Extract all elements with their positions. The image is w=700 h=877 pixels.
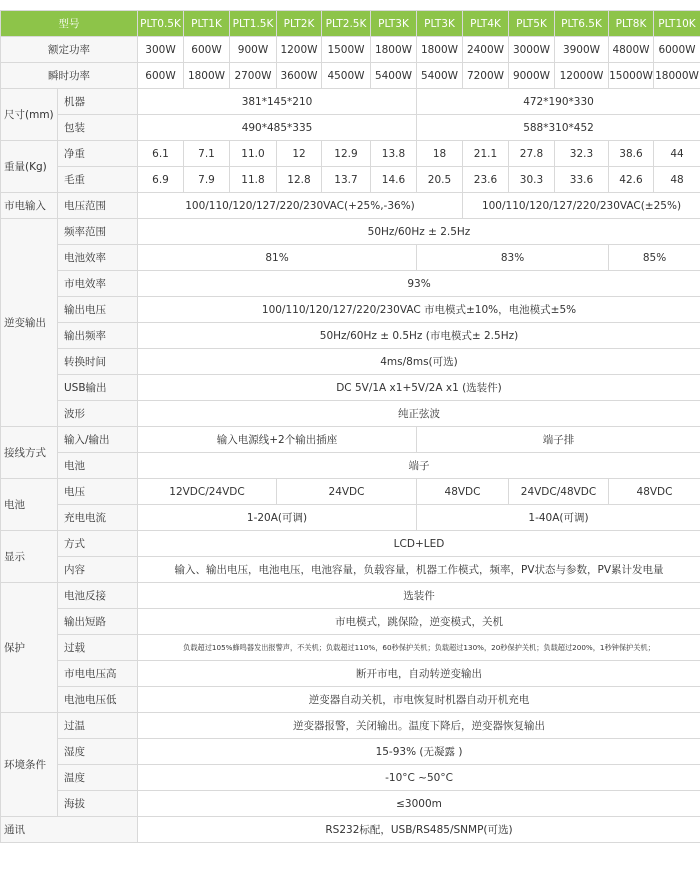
short-row xyxy=(1,609,700,635)
display-group-label: 显示 xyxy=(1,531,58,583)
value-cell: 逆变器报警，关闭输出。温度下降后，逆变器恢复输出 xyxy=(138,713,700,739)
value-cell: 5400W xyxy=(371,63,417,89)
value-cell: 44 xyxy=(654,141,700,167)
header-label: 型号 xyxy=(1,11,138,37)
value-cell: 48VDC xyxy=(417,479,509,505)
value-cell: 1500W xyxy=(322,37,371,63)
overtemp-row xyxy=(1,713,700,739)
model-cell: PLT3K xyxy=(371,11,417,37)
value-cell: 83% xyxy=(417,245,609,271)
model-cell: PLT4K xyxy=(463,11,509,37)
value-cell: 12000W xyxy=(555,63,609,89)
value-cell: 4ms/8ms(可选) xyxy=(138,349,700,375)
value-cell: 3600W xyxy=(277,63,322,89)
model-cell: PLT2K xyxy=(277,11,322,37)
value-cell: 50Hz/60Hz ± 0.5Hz (市电模式± 2.5Hz) xyxy=(138,323,700,349)
value-cell: 1-40A(可调) xyxy=(417,505,700,531)
overload-row xyxy=(1,635,700,661)
value-cell: 6.1 xyxy=(138,141,184,167)
wiring-group-label: 接线方式 xyxy=(1,427,58,479)
comm-row xyxy=(1,817,700,843)
value-cell: 33.6 xyxy=(555,167,609,193)
value-cell: 输入、输出电压，电池电压，电池容量，负载容量，机器工作模式，频率，PV状态与参数，PV累计发电量 xyxy=(138,557,700,583)
environment-group-label: 环境条件 xyxy=(1,713,58,817)
value-cell: 600W xyxy=(184,37,230,63)
value-cell: RS232标配，USB/RS485/SNMP(可选) xyxy=(138,817,700,843)
output-voltage-row xyxy=(1,297,700,323)
value-cell: 1800W xyxy=(417,37,463,63)
value-cell: 逆变器自动关机，市电恢复时机器自动开机充电 xyxy=(138,687,700,713)
output-frequency-label: 输出频率 xyxy=(58,323,138,349)
mains-high-label: 市电电压高 xyxy=(58,661,138,687)
size-machine-row xyxy=(1,89,700,115)
value-cell: 100/110/120/127/220/230VAC 市电模式±10%，电池模式±5% xyxy=(138,297,700,323)
value-cell: 3000W xyxy=(509,37,555,63)
value-cell: 50Hz/60Hz ± 2.5Hz xyxy=(138,219,700,245)
value-cell: 100/110/120/127/220/230VAC(+25%,-36%) xyxy=(138,193,463,219)
value-cell: 490*485*335 xyxy=(138,115,417,141)
value-cell: 4800W xyxy=(609,37,654,63)
value-cell: 381*145*210 xyxy=(138,89,417,115)
value-cell: 1-20A(可调) xyxy=(138,505,417,531)
value-cell: 1200W xyxy=(277,37,322,63)
value-cell: DC 5V/1A x1+5V/2A x1 (选装件) xyxy=(138,375,700,401)
value-cell: 1800W xyxy=(184,63,230,89)
value-cell: 38.6 xyxy=(609,141,654,167)
value-cell: 11.0 xyxy=(230,141,277,167)
rated-power-row xyxy=(1,37,700,63)
value-cell: ≤3000m xyxy=(138,791,700,817)
size-machine-label: 机器 xyxy=(58,89,138,115)
value-cell: 81% xyxy=(138,245,417,271)
battery-low-row xyxy=(1,687,700,713)
value-cell: -10°C ~50°C xyxy=(138,765,700,791)
transfer-time-label: 转换时间 xyxy=(58,349,138,375)
protection-group-label: 保护 xyxy=(1,583,58,713)
value-cell: 5400W xyxy=(417,63,463,89)
overload-label: 过载 xyxy=(58,635,138,661)
value-cell: 100/110/120/127/220/230VAC(±25%) xyxy=(463,193,700,219)
model-cell: PLT0.5K xyxy=(138,11,184,37)
wiring-io-row xyxy=(1,427,700,453)
model-cell: PLT5K xyxy=(509,11,555,37)
value-cell: 11.8 xyxy=(230,167,277,193)
altitude-row xyxy=(1,791,700,817)
rated-power-label: 额定功率 xyxy=(1,37,138,63)
value-cell: 85% xyxy=(609,245,700,271)
value-cell: 13.7 xyxy=(322,167,371,193)
display-content-label: 内容 xyxy=(58,557,138,583)
frequency-range-row xyxy=(1,219,700,245)
display-mode-row xyxy=(1,531,700,557)
value-cell: 12VDC/24VDC xyxy=(138,479,277,505)
mains-efficiency-row xyxy=(1,271,700,297)
weight-gross-row xyxy=(1,167,700,193)
comm-label: 通讯 xyxy=(1,817,138,843)
wiring-battery-row xyxy=(1,453,700,479)
value-cell: 端子排 xyxy=(417,427,700,453)
charge-current-label: 充电电流 xyxy=(58,505,138,531)
value-cell: 9000W xyxy=(509,63,555,89)
value-cell: 48 xyxy=(654,167,700,193)
value-cell: LCD+LED xyxy=(138,531,700,557)
weight-gross-label: 毛重 xyxy=(58,167,138,193)
transfer-time-row xyxy=(1,349,700,375)
overtemp-label: 过温 xyxy=(58,713,138,739)
model-cell: PLT10K xyxy=(654,11,700,37)
battery-efficiency-label: 电池效率 xyxy=(58,245,138,271)
mains-input-group-label: 市电输入 xyxy=(1,193,58,219)
value-cell: 18000W xyxy=(654,63,700,89)
display-mode-label: 方式 xyxy=(58,531,138,557)
model-cell: PLT1.5K xyxy=(230,11,277,37)
value-cell: 32.3 xyxy=(555,141,609,167)
humidity-row xyxy=(1,739,700,765)
value-cell: 6.9 xyxy=(138,167,184,193)
value-cell: 20.5 xyxy=(417,167,463,193)
mains-efficiency-label: 市电效率 xyxy=(58,271,138,297)
wiring-battery-label: 电池 xyxy=(58,453,138,479)
value-cell: 2700W xyxy=(230,63,277,89)
model-cell: PLT8K xyxy=(609,11,654,37)
header-row xyxy=(1,11,700,37)
short-label: 输出短路 xyxy=(58,609,138,635)
value-cell: 24VDC/48VDC xyxy=(509,479,609,505)
temperature-row xyxy=(1,765,700,791)
value-cell: 3900W xyxy=(555,37,609,63)
size-package-row xyxy=(1,115,700,141)
waveform-label: 波形 xyxy=(58,401,138,427)
value-cell: 27.8 xyxy=(509,141,555,167)
value-cell: 588*310*452 xyxy=(417,115,700,141)
altitude-label: 海拔 xyxy=(58,791,138,817)
mains-high-row xyxy=(1,661,700,687)
value-cell: 负载超过105%蜂鸣器发出报警声，不关机；负载超过110%，60秒保护关机；负载超过130%，20秒保护关机；负载超过200%，1秒钟保护关机； xyxy=(138,635,700,661)
value-cell: 纯正弦波 xyxy=(138,401,700,427)
value-cell: 18 xyxy=(417,141,463,167)
weight-net-label: 净重 xyxy=(58,141,138,167)
value-cell: 端子 xyxy=(138,453,700,479)
reverse-row xyxy=(1,583,700,609)
value-cell: 12.9 xyxy=(322,141,371,167)
size-group-label: 尺寸(mm) xyxy=(1,89,58,141)
voltage-range-label: 电压范围 xyxy=(58,193,138,219)
value-cell: 14.6 xyxy=(371,167,417,193)
value-cell: 900W xyxy=(230,37,277,63)
battery-low-label: 电池电压低 xyxy=(58,687,138,713)
usb-output-row xyxy=(1,375,700,401)
value-cell: 21.1 xyxy=(463,141,509,167)
value-cell: 7.9 xyxy=(184,167,230,193)
value-cell: 2400W xyxy=(463,37,509,63)
temperature-label: 温度 xyxy=(58,765,138,791)
value-cell: 4500W xyxy=(322,63,371,89)
value-cell: 472*190*330 xyxy=(417,89,700,115)
battery-group-label: 电池 xyxy=(1,479,58,531)
value-cell: 市电模式，跳保险，逆变模式，关机 xyxy=(138,609,700,635)
model-cell: PLT2.5K xyxy=(322,11,371,37)
value-cell: 7.1 xyxy=(184,141,230,167)
waveform-row xyxy=(1,401,700,427)
display-content-row xyxy=(1,557,700,583)
value-cell: 600W xyxy=(138,63,184,89)
value-cell: 12.8 xyxy=(277,167,322,193)
peak-power-row xyxy=(1,63,700,89)
inverter-group-label: 逆变输出 xyxy=(1,219,58,427)
value-cell: 断开市电，自动转逆变输出 xyxy=(138,661,700,687)
battery-voltage-label: 电压 xyxy=(58,479,138,505)
peak-power-label: 瞬时功率 xyxy=(1,63,138,89)
battery-efficiency-row xyxy=(1,245,700,271)
value-cell: 300W xyxy=(138,37,184,63)
humidity-label: 湿度 xyxy=(58,739,138,765)
value-cell: 15-93% (无凝露 ) xyxy=(138,739,700,765)
value-cell: 输入电源线+2个输出插座 xyxy=(138,427,417,453)
charge-current-row xyxy=(1,505,700,531)
value-cell: 23.6 xyxy=(463,167,509,193)
size-package-label: 包装 xyxy=(58,115,138,141)
model-cell: PLT1K xyxy=(184,11,230,37)
reverse-label: 电池反接 xyxy=(58,583,138,609)
value-cell: 6000W xyxy=(654,37,700,63)
model-cell: PLT6.5K xyxy=(555,11,609,37)
model-cell: PLT3K xyxy=(417,11,463,37)
value-cell: 12 xyxy=(277,141,322,167)
value-cell: 1800W xyxy=(371,37,417,63)
value-cell: 30.3 xyxy=(509,167,555,193)
usb-output-label: USB输出 xyxy=(58,375,138,401)
value-cell: 选装件 xyxy=(138,583,700,609)
value-cell: 93% xyxy=(138,271,700,297)
value-cell: 24VDC xyxy=(277,479,417,505)
output-frequency-row xyxy=(1,323,700,349)
battery-voltage-row xyxy=(1,479,700,505)
value-cell: 48VDC xyxy=(609,479,700,505)
frequency-range-label: 频率范围 xyxy=(58,219,138,245)
value-cell: 42.6 xyxy=(609,167,654,193)
mains-input-row xyxy=(1,193,700,219)
wiring-io-label: 输入/输出 xyxy=(58,427,138,453)
spec-table xyxy=(0,10,700,843)
output-voltage-label: 输出电压 xyxy=(58,297,138,323)
value-cell: 7200W xyxy=(463,63,509,89)
value-cell: 15000W xyxy=(609,63,654,89)
value-cell: 13.8 xyxy=(371,141,417,167)
weight-net-row xyxy=(1,141,700,167)
weight-group-label: 重量(Kg) xyxy=(1,141,58,193)
